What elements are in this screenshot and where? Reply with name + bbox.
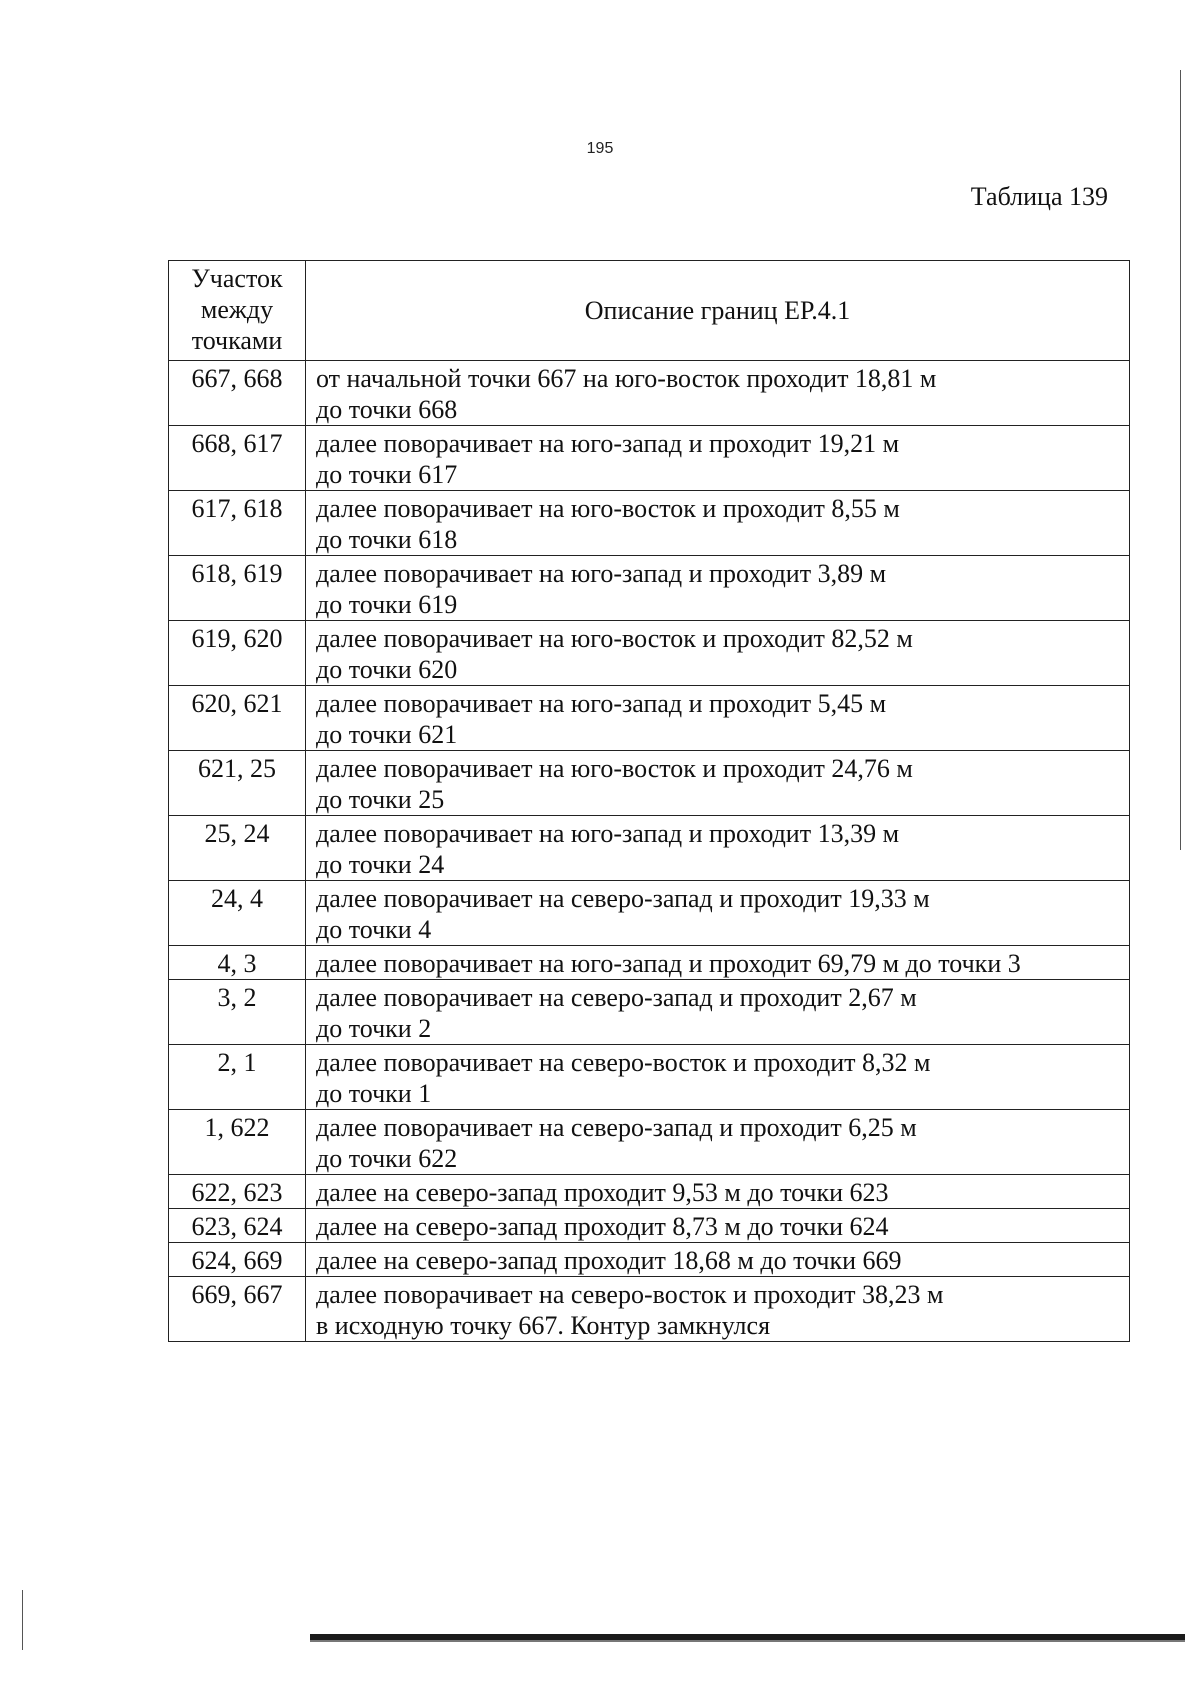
segment-description: далее поворачивает на северо-восток и проходит 38,23 м в исходную точку 667. Контур замкнулся [306, 1277, 1130, 1342]
segment-points: 618, 619 [169, 556, 306, 621]
segment-description: далее поворачивает на юго-восток и проходит 24,76 м до точки 25 [306, 751, 1130, 816]
segment-description: далее поворачивает на юго-восток и проходит 82,52 м до точки 620 [306, 621, 1130, 686]
segment-points: 621, 25 [169, 751, 306, 816]
segment-points: 622, 623 [169, 1175, 306, 1209]
segment-points: 624, 669 [169, 1243, 306, 1277]
segment-description: далее на северо-запад проходит 18,68 м до точки 669 [306, 1243, 1130, 1277]
table-row [169, 816, 1130, 881]
segment-points: 668, 617 [169, 426, 306, 491]
page-number: 195 [586, 140, 614, 157]
segment-points: 4, 3 [169, 946, 306, 980]
segment-description: далее поворачивает на юго-запад и проходит 19,21 м до точки 617 [306, 426, 1130, 491]
table-row [169, 491, 1130, 556]
table-row [169, 686, 1130, 751]
scan-edge-line-left [22, 1590, 23, 1650]
segment-description: далее поворачивает на северо-запад и проходит 19,33 м до точки 4 [306, 881, 1130, 946]
table-row [169, 881, 1130, 946]
header-description: Описание границ ЕР.4.1 [306, 261, 1130, 361]
table-row [169, 1110, 1130, 1175]
segment-points: 25, 24 [169, 816, 306, 881]
table-row [169, 556, 1130, 621]
segment-description: далее на северо-запад проходит 8,73 м до точки 624 [306, 1209, 1130, 1243]
table-row [169, 980, 1130, 1045]
table-row [169, 426, 1130, 491]
segment-description: далее поворачивает на северо-запад и проходит 2,67 м до точки 2 [306, 980, 1130, 1045]
segment-points: 24, 4 [169, 881, 306, 946]
table-row [169, 1209, 1130, 1243]
scan-edge-line-right [1180, 70, 1181, 850]
segment-points: 667, 668 [169, 361, 306, 426]
segment-points: 669, 667 [169, 1277, 306, 1342]
segment-description: далее на северо-запад проходит 9,53 м до точки 623 [306, 1175, 1130, 1209]
segment-description: от начальной точки 667 на юго-восток проходит 18,81 м до точки 668 [306, 361, 1130, 426]
segment-description: далее поворачивает на юго-запад и проходит 69,79 м до точки 3 [306, 946, 1130, 980]
table-row [169, 1277, 1130, 1342]
segment-description: далее поворачивает на северо-восток и проходит 8,32 м до точки 1 [306, 1045, 1130, 1110]
segment-points: 3, 2 [169, 980, 306, 1045]
table-row [169, 751, 1130, 816]
segment-points: 1, 622 [169, 1110, 306, 1175]
segment-description: далее поворачивает на юго-запад и проходит 13,39 м до точки 24 [306, 816, 1130, 881]
segment-description: далее поворачивает на юго-запад и проходит 3,89 м до точки 619 [306, 556, 1130, 621]
segment-points: 617, 618 [169, 491, 306, 556]
segment-description: далее поворачивает на юго-восток и проходит 8,55 м до точки 618 [306, 491, 1130, 556]
table-row [169, 1243, 1130, 1277]
boundary-description-table [168, 260, 1130, 1342]
segment-description: далее поворачивает на северо-запад и проходит 6,25 м до точки 622 [306, 1110, 1130, 1175]
table-row [169, 621, 1130, 686]
segment-points: 2, 1 [169, 1045, 306, 1110]
segment-points: 623, 624 [169, 1209, 306, 1243]
segment-points: 620, 621 [169, 686, 306, 751]
segment-description: далее поворачивает на юго-запад и проходит 5,45 м до точки 621 [306, 686, 1130, 751]
scan-bottom-bar-shadow [310, 1640, 1185, 1642]
table-body [169, 361, 1130, 1342]
table-row [169, 1045, 1130, 1110]
table-row [169, 1175, 1130, 1209]
table-caption: Таблица 139 [970, 182, 1108, 211]
header-points: Участок между точками [169, 261, 306, 361]
table-header-row [169, 261, 1130, 361]
table-row [169, 946, 1130, 980]
table-row [169, 361, 1130, 426]
segment-points: 619, 620 [169, 621, 306, 686]
